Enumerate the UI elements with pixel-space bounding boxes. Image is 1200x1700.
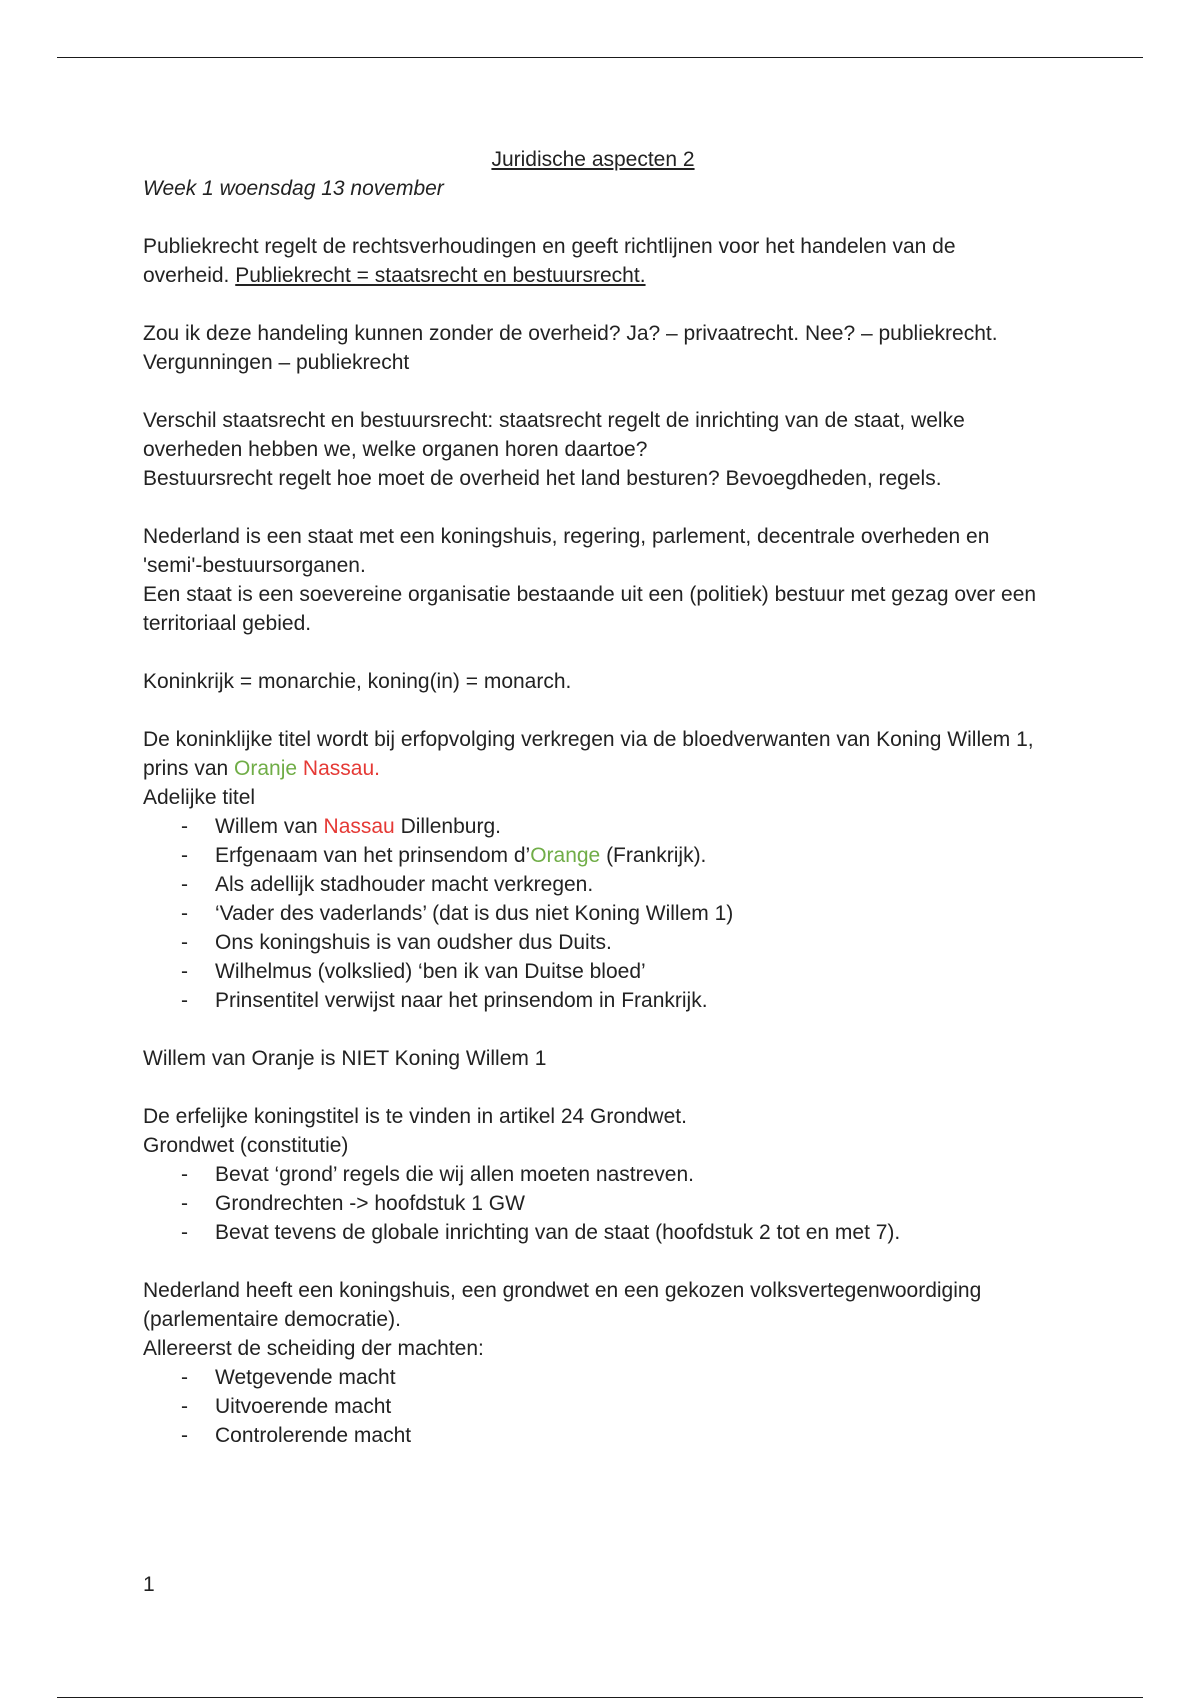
dash-bullet: -	[181, 1221, 188, 1244]
dash-bullet: -	[181, 1424, 188, 1447]
list-item-text: Bevat tevens de globale inrichting van de staat (hoofdstuk 2 tot en met 7).	[215, 1221, 901, 1244]
dash-bullet: -	[181, 844, 188, 867]
dash-bullet: -	[181, 1163, 188, 1186]
document-body	[143, 145, 1043, 1450]
paragraph-erfelijke-koningstitel: De erfelijke koningstitel is te vinden in artikel 24 Grondwet.	[143, 1105, 687, 1128]
dash-bullet: -	[181, 960, 188, 983]
list-item-text: Uitvoerende macht	[215, 1395, 392, 1418]
nassau-highlight: Nassau	[323, 815, 395, 838]
orange-highlight: Orange	[530, 844, 601, 867]
document-title: Juridische aspecten 2	[491, 148, 695, 171]
list-item-text: Prinsentitel verwijst naar het prinsendom in Frankrijk.	[215, 989, 708, 1012]
paragraph-text: De koninklijke titel wordt bij erfopvolging verkregen via de bloedverwanten van Koning Willem 1, prins van	[143, 728, 1034, 780]
paragraph-verschil: Verschil staatsrecht en bestuursrecht: staatsrecht regelt de inrichting van de staat, welke overheden hebben we, welke organen horen daartoe?	[143, 409, 965, 461]
list-item-text: Bevat ‘grond’ regels die wij allen moeten nastreven.	[215, 1163, 694, 1186]
list-item-text: Willem van	[215, 815, 324, 838]
list-item	[143, 1218, 1043, 1247]
list-item	[143, 1363, 1043, 1392]
list-heading-adelijke-titel: Adelijke titel	[143, 786, 256, 809]
list-item-text: Dillenburg.	[394, 815, 501, 838]
list-item	[143, 1392, 1043, 1421]
bottom-rule	[57, 1697, 1143, 1698]
paragraph-bestuursrecht: Bestuursrecht regelt hoe moet de overheid het land besturen? Bevoegdheden, regels.	[143, 467, 942, 490]
dash-bullet: -	[181, 815, 188, 838]
paragraph-nederland-staat: Nederland is een staat met een koningshuis, regering, parlement, decentrale overheden en 'semi'-bestuursorganen.	[143, 525, 990, 577]
paragraph-nederland-koningshuis: Nederland heeft een koningshuis, een grondwet en een gekozen volksvertegenwoordiging (parlementaire democratie).	[143, 1279, 982, 1331]
paragraph-vergunningen: Vergunningen – publiekrecht	[143, 351, 410, 374]
dash-bullet: -	[181, 1366, 188, 1389]
underlined-definition: Publiekrecht = staatsrecht en bestuursrecht.	[235, 264, 646, 287]
list-item	[143, 812, 1043, 841]
dash-bullet: -	[181, 1192, 188, 1215]
list-item-text: Wetgevende macht	[215, 1366, 396, 1389]
paragraph-koninklijke-titel	[143, 725, 1043, 783]
list-item	[143, 870, 1043, 899]
document-subtitle: Week 1 woensdag 13 november	[143, 177, 444, 200]
paragraph-question: Zou ik deze handeling kunnen zonder de overheid? Ja? – privaatrecht. Nee? – publiekrecht.	[143, 322, 998, 345]
list-item-text: Als adellijk stadhouder macht verkregen.	[215, 873, 594, 896]
list-item-text: Erfgenaam van het prinsendom d’	[215, 844, 531, 867]
list-adelijke-titel	[143, 812, 1043, 1015]
top-rule	[57, 57, 1143, 58]
oranje-highlight: Oranje	[234, 757, 298, 780]
paragraph-willem-van-oranje: Willem van Oranje is NIET Koning Willem 1	[143, 1047, 547, 1070]
list-item-text: Grondrechten -> hoofdstuk 1 GW	[215, 1192, 525, 1215]
dash-bullet: -	[181, 931, 188, 954]
list-item	[143, 957, 1043, 986]
list-heading-scheiding-machten: Allereerst de scheiding der machten:	[143, 1337, 484, 1360]
list-item	[143, 986, 1043, 1015]
paragraph-text: Publiekrecht regelt de rechtsverhoudingen en geeft richtlijnen voor het handelen van de overheid.	[143, 235, 956, 287]
page-number: 1	[143, 1573, 155, 1596]
list-item-text: Wilhelmus (volkslied) ‘ben ik van Duitse bloed’	[215, 960, 646, 983]
list-item-text: Controlerende macht	[215, 1424, 412, 1447]
paragraph-staat-definitie: Een staat is een soevereine organisatie bestaande uit een (politiek) bestuur met gezag over een territoriaal gebied.	[143, 583, 1037, 635]
dash-bullet: -	[181, 902, 188, 925]
dash-bullet: -	[181, 873, 188, 896]
list-heading-grondwet: Grondwet (constitutie)	[143, 1134, 349, 1157]
list-item	[143, 1160, 1043, 1189]
list-item	[143, 841, 1043, 870]
list-item-text: ‘Vader des vaderlands’ (dat is dus niet Koning Willem 1)	[215, 902, 734, 925]
list-grondwet	[143, 1160, 1043, 1247]
list-item	[143, 899, 1043, 928]
paragraph-publiekrecht	[143, 232, 1043, 290]
list-item	[143, 1421, 1043, 1450]
nassau-highlight: Nassau.	[302, 757, 380, 780]
list-item-text: Ons koningshuis is van oudsher dus Duits.	[215, 931, 612, 954]
list-item	[143, 1189, 1043, 1218]
list-item-text: (Frankrijk).	[600, 844, 707, 867]
paragraph-koninkrijk: Koninkrijk = monarchie, koning(in) = monarch.	[143, 670, 572, 693]
list-item	[143, 928, 1043, 957]
dash-bullet: -	[181, 989, 188, 1012]
dash-bullet: -	[181, 1395, 188, 1418]
list-scheiding-machten	[143, 1363, 1043, 1450]
